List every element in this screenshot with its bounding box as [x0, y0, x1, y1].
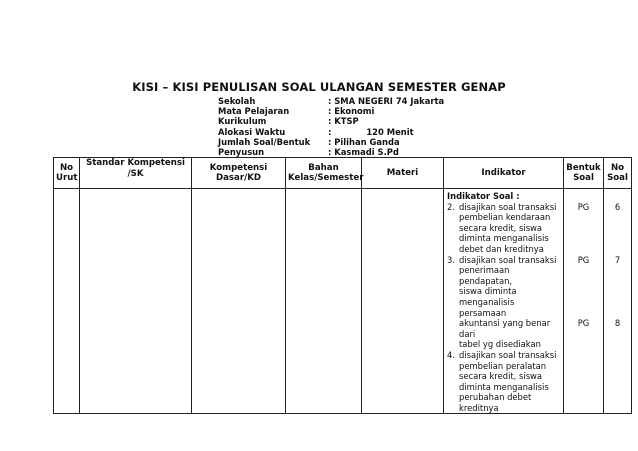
table-header-row: [54, 158, 632, 189]
meta-value: : KTSP: [328, 116, 359, 127]
header-bentuk-soal: Bentuk Soal: [564, 158, 604, 189]
cell-kompetensi-dasar: [192, 189, 286, 414]
no-soal-value: 6: [614, 202, 621, 212]
header-indikator: Indikator: [444, 158, 564, 189]
header-no-soal: No Soal: [604, 158, 632, 189]
no-soal-value: 8: [614, 318, 621, 328]
indikator-line: diminta menganalisis: [459, 381, 549, 392]
table-row: [54, 189, 632, 414]
cell-standar-kompetensi: [80, 189, 192, 414]
indikator-item: [447, 350, 561, 414]
cell-materi: [362, 189, 444, 414]
cell-bentuk-soal: [564, 189, 604, 414]
indikator-line: disajikan soal transaksi: [459, 254, 557, 265]
indikator-line: menganalisis persamaan: [459, 296, 515, 318]
cell-no-soal: [604, 189, 632, 414]
bentuk-value: PG: [577, 318, 590, 328]
indikator-list: [444, 189, 563, 413]
indikator-line: debet dan kreditnya: [459, 243, 544, 254]
meta-label: Alokasi Waktu: [218, 126, 286, 137]
bentuk-value: PG: [577, 202, 590, 212]
meta-label: Mata Pelajaran: [218, 106, 290, 117]
meta-label: Penyusun: [218, 146, 265, 157]
indikator-line: perubahan debet: [459, 392, 532, 403]
cell-indikator: [444, 189, 564, 414]
indikator-number: 3.: [447, 254, 455, 265]
header-standar-kompetensi: Standar Kompetensi /SK: [80, 158, 192, 189]
cell-no-urut: [54, 189, 80, 414]
header-no-urut: No Urut: [54, 158, 80, 189]
meta-value: : SMA NEGERI 74 Jakarta: [328, 96, 445, 106]
header-materi: Materi: [362, 158, 444, 189]
meta-label: Kurikulum: [218, 116, 267, 127]
no-soal-value: 7: [614, 255, 621, 265]
meta-value: : Ekonomi: [328, 106, 375, 117]
cell-bahan-kelas: [286, 189, 362, 414]
meta-value: : 120 Menit: [328, 126, 414, 137]
document-title: KISI – KISI PENULISAN SOAL ULANGAN SEMESTER GENAP: [132, 80, 506, 94]
bentuk-value: PG: [577, 255, 590, 265]
indikator-number: 4.: [447, 349, 455, 360]
header-kompetensi-dasar: Kompetensi Dasar/KD: [192, 158, 286, 189]
indikator-line: disajikan soal transaksi: [459, 201, 557, 212]
indikator-line: disajikan soal transaksi: [459, 349, 557, 360]
indikator-item: [447, 255, 561, 350]
indikator-line: siswa diminta: [459, 286, 517, 297]
indikator-line: kreditnya: [459, 402, 499, 413]
indikator-line: diminta menganalisis: [459, 233, 549, 244]
meta-label: Jumlah Soal/Bentuk: [218, 136, 311, 147]
meta-value: : Pilihan Ganda: [328, 136, 400, 147]
meta-value: : Kasmadi S.Pd: [328, 146, 399, 157]
header-bahan-kelas: Bahan Kelas/Semester: [286, 158, 362, 189]
indikator-line: tabel yg disediakan: [459, 339, 541, 350]
indikator-heading: Indikator Soal :: [447, 191, 520, 201]
indikator-line: penerimaan pendapatan,: [459, 265, 513, 286]
indikator-item: [447, 202, 561, 255]
kisi-kisi-table: [53, 157, 632, 414]
indikator-line: secara kredit, siswa: [459, 371, 543, 382]
meta-label: Sekolah: [218, 96, 256, 106]
indikator-line: akuntansi yang benar dari: [459, 318, 551, 339]
indikator-line: secara kredit, siswa: [459, 222, 543, 233]
indikator-line: pembelian kendaraan: [459, 212, 551, 223]
indikator-number: 2.: [447, 201, 455, 212]
indikator-line: pembelian peralatan: [459, 360, 547, 371]
